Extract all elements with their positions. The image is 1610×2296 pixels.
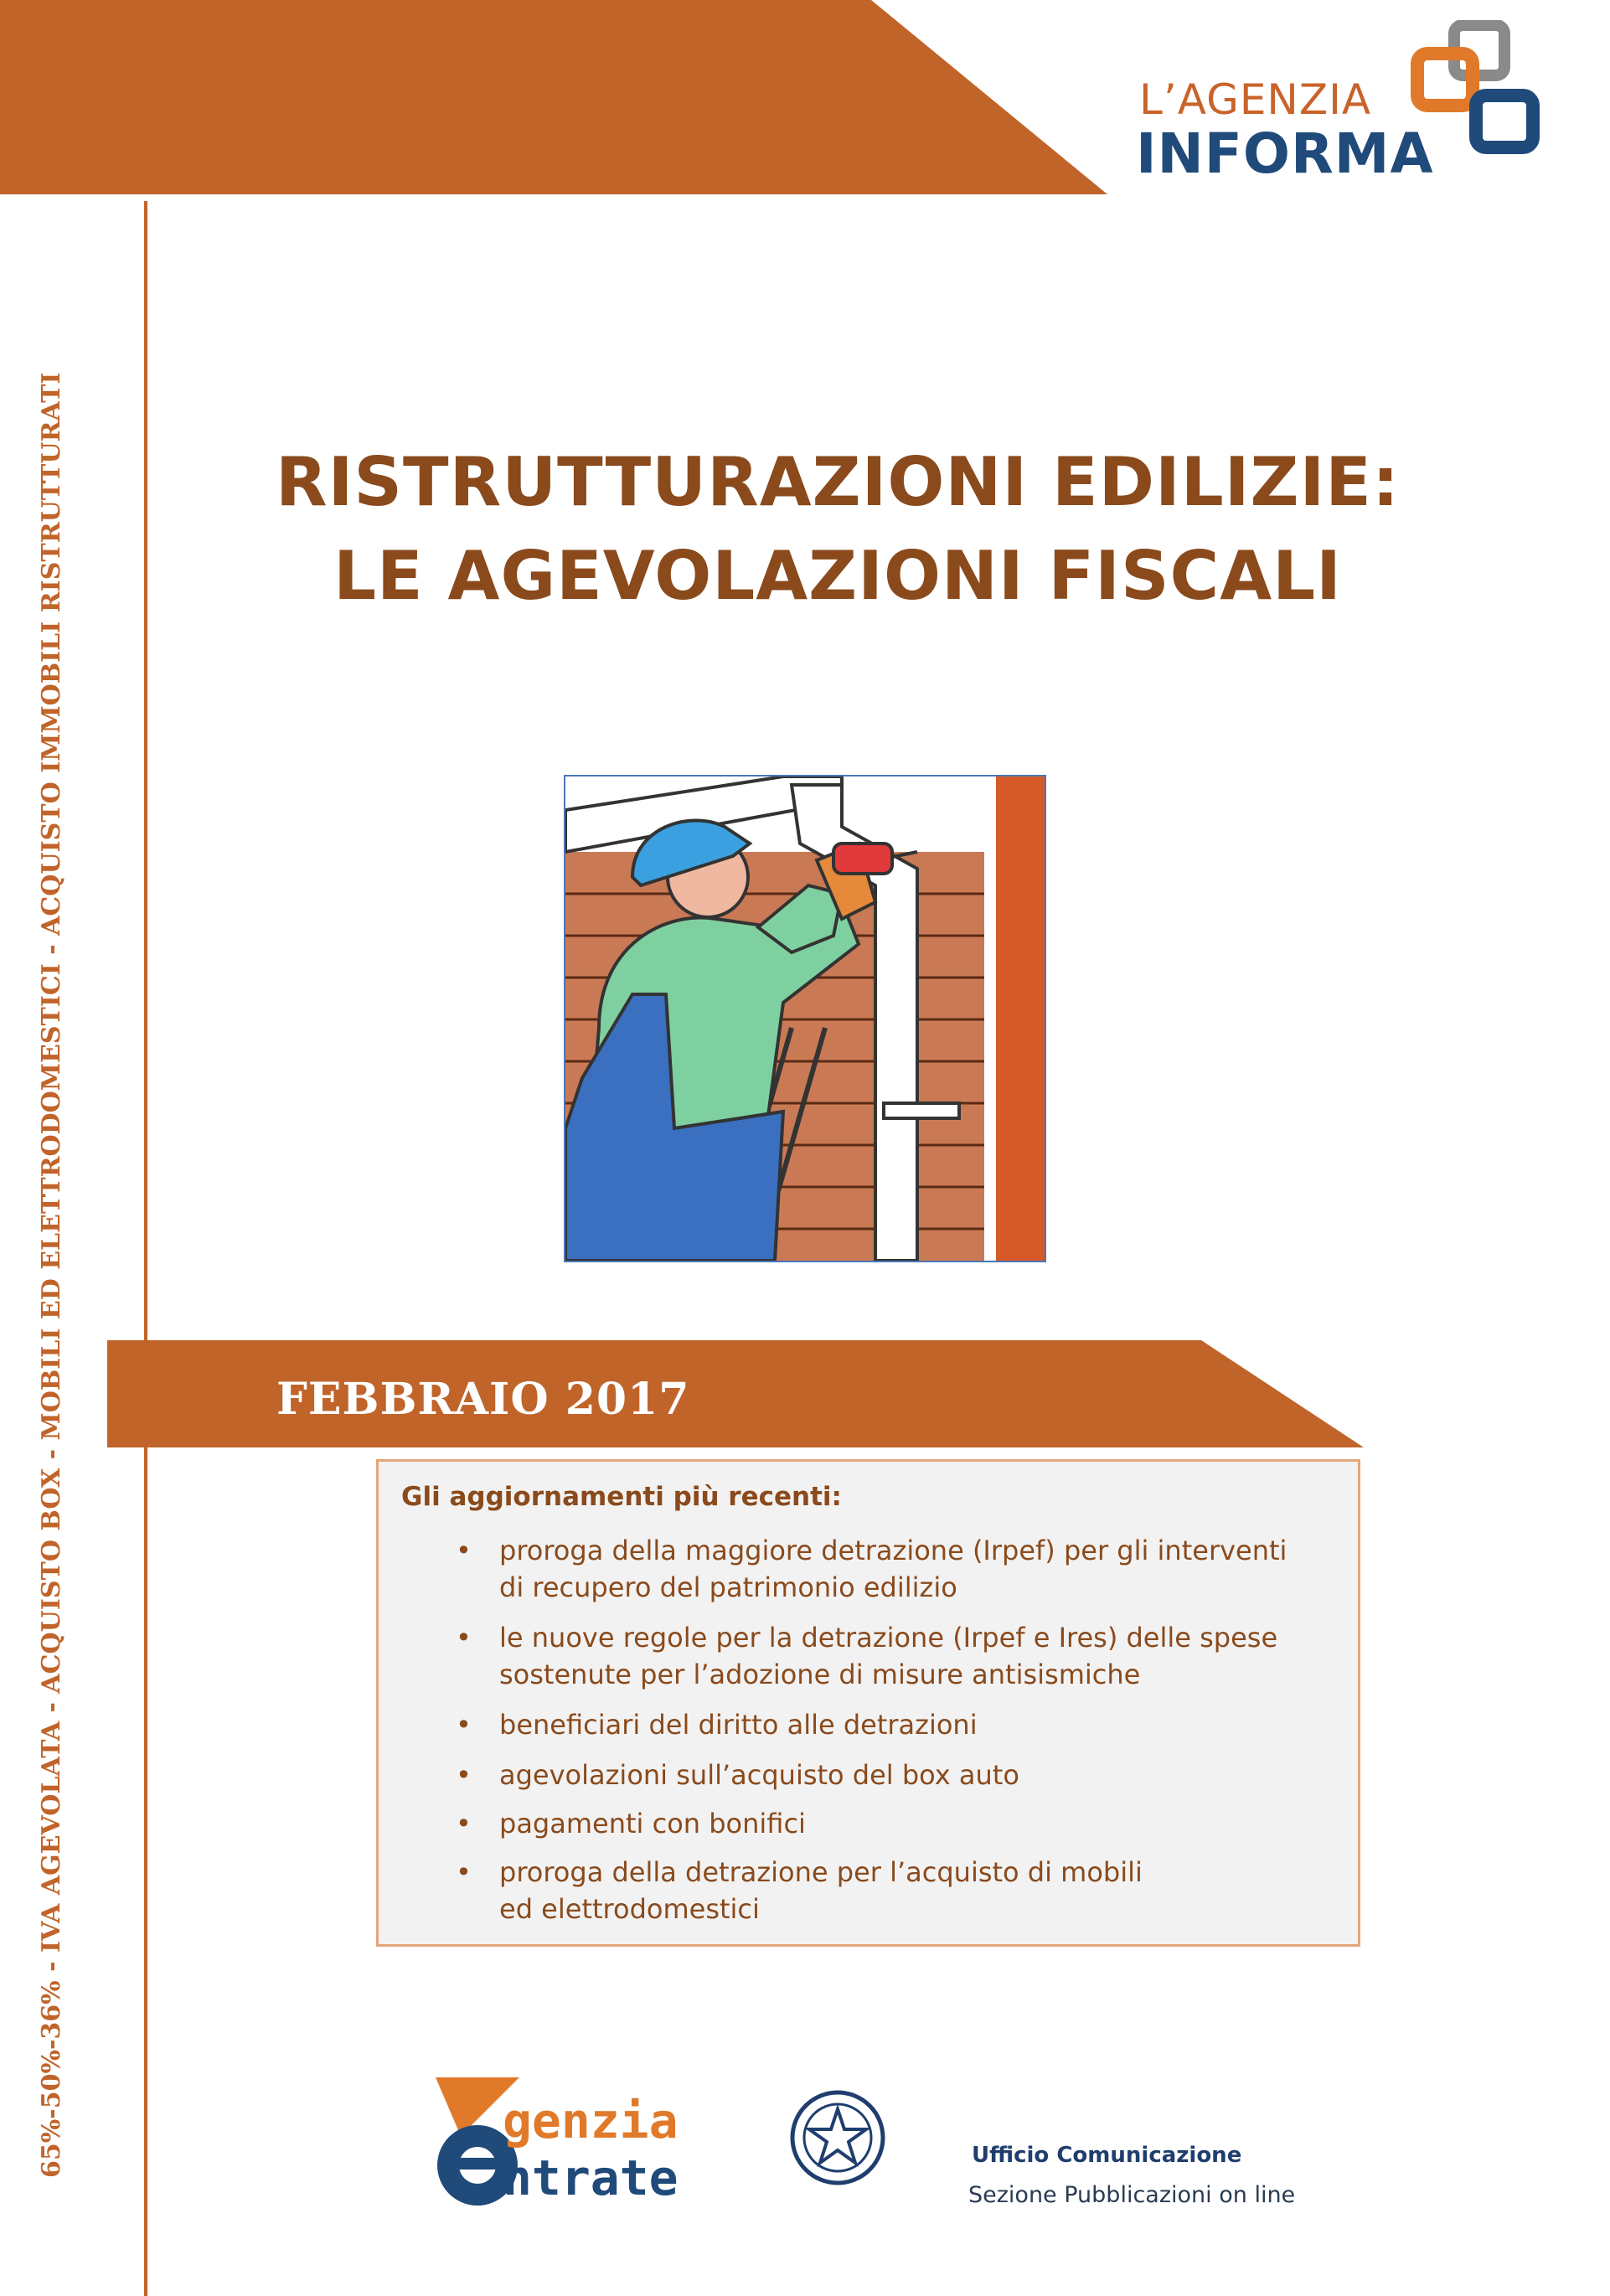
logo-squares-icon — [1407, 20, 1558, 163]
list-item-line2: di recupero del patrimonio edilizio — [499, 1571, 957, 1603]
updates-heading: Gli aggiornamenti più recenti: — [401, 1482, 842, 1512]
list-item-line1: le nuove regole per la detrazione (Irpef e Ires) delle spese — [499, 1622, 1278, 1654]
list-item-line1: pagamenti con bonifici — [499, 1808, 806, 1839]
bullet-icon: • — [456, 1709, 472, 1741]
office-subtitle: Sezione Pubblicazioni on line — [968, 2182, 1296, 2208]
list-item-line2: ed elettrodomestici — [499, 1893, 760, 1925]
title-line-1: RISTRUTTURAZIONI EDILIZIE: — [276, 443, 1400, 521]
list-item-line2: sostenute per l’adozione di misure antisismiche — [499, 1659, 1141, 1690]
list-item-line1: proroga della maggiore detrazione (Irpef) per gli interventi — [499, 1535, 1287, 1566]
list-item-line1: agevolazioni sull’acquisto del box auto — [499, 1759, 1019, 1791]
footer-logo-line2: ntrate — [503, 2149, 679, 2206]
logo-text-line1: L’AGENZIA — [1139, 75, 1372, 124]
updates-box — [376, 1459, 1360, 1947]
publication-date: FEBBRAIO 2017 — [276, 1374, 690, 1425]
list-item-line1: beneficiari del diritto alle detrazioni — [499, 1709, 978, 1741]
title-line-2: LE AGEVOLAZIONI FISCALI — [333, 537, 1342, 615]
list-item-line1: proroga della detrazione per l’acquisto di mobili — [499, 1856, 1143, 1888]
office-title: Ufficio Comunicazione — [972, 2143, 1242, 2168]
worker-illustration — [564, 775, 1046, 1262]
side-subtitle: 65%-50%-36% - IVA AGEVOLATA - ACQUISTO BOX - MOBILI ED ELETTRODOMESTICI - ACQUISTO IMMOBILI RISTRUTTURATI — [37, 372, 66, 2178]
bullet-icon: • — [456, 1759, 472, 1791]
agenzia-entrate-logo — [419, 2069, 921, 2211]
vertical-divider — [144, 201, 147, 2296]
agenzia-informa-logo — [1089, 0, 1610, 201]
bullet-icon: • — [456, 1808, 472, 1839]
bullet-icon: • — [456, 1535, 472, 1566]
republic-emblem-icon — [787, 2087, 888, 2188]
bullet-icon: • — [456, 1622, 472, 1654]
bullet-icon: • — [456, 1856, 472, 1888]
logo-text-line2: INFORMA — [1136, 121, 1434, 186]
footer-logo-line1: genzia — [503, 2092, 679, 2149]
page-title — [168, 436, 1508, 623]
